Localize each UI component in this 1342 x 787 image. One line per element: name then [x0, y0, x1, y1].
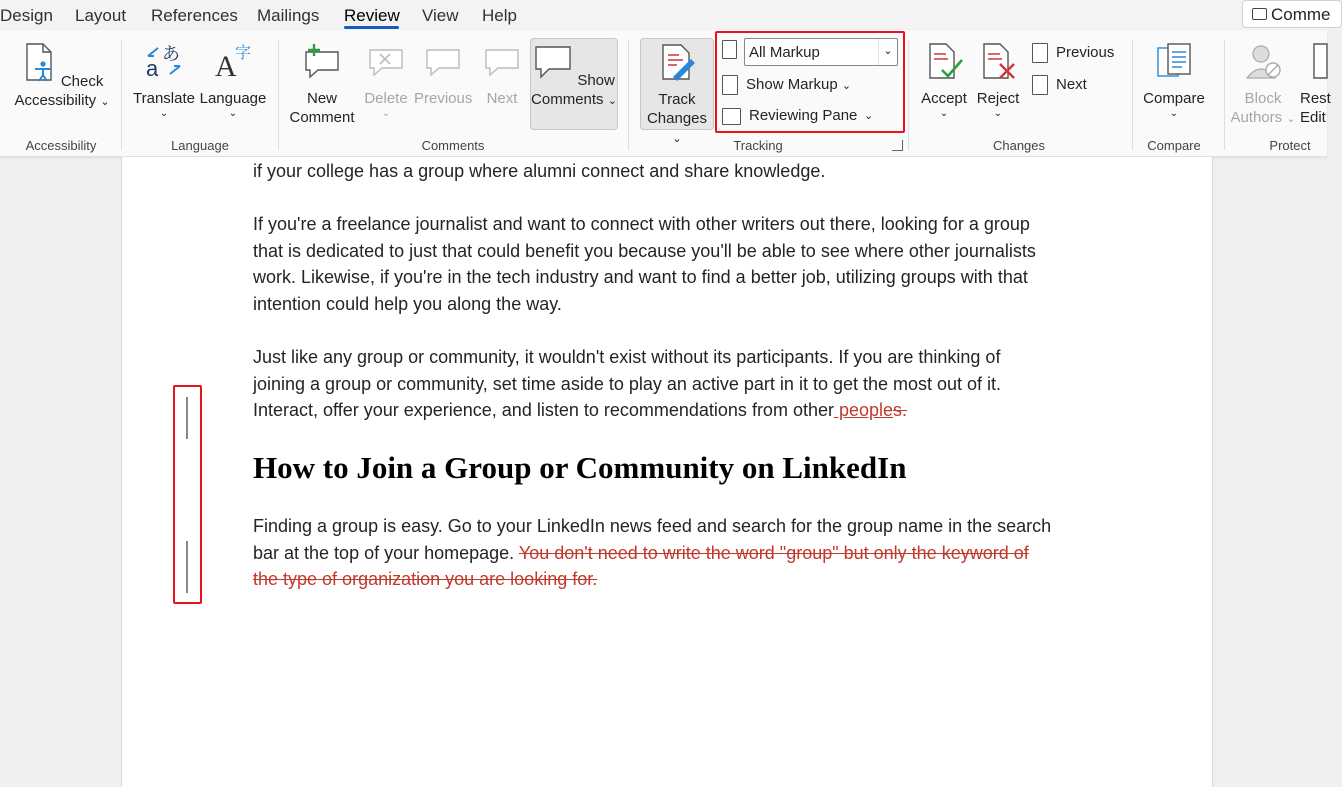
- reject-label: Reject: [976, 90, 1020, 107]
- next-change-label: Next: [1056, 75, 1087, 93]
- group-label-accessibility: Accessibility: [25, 138, 97, 153]
- translate-label: Translate: [133, 90, 195, 107]
- show-comments-line1: Show: [577, 72, 615, 89]
- active-tab-indicator: [344, 26, 399, 29]
- accessibility-icon: [21, 42, 57, 82]
- svg-text:字: 字: [235, 43, 252, 62]
- delete-comment-icon: [366, 42, 406, 80]
- tab-help[interactable]: Help: [482, 6, 517, 25]
- check-label-line2: Accessibility: [14, 92, 97, 109]
- deleted-text[interactable]: s.: [893, 400, 908, 421]
- next-comment-button[interactable]: [478, 42, 526, 108]
- chevron-down-icon[interactable]: ⌄: [878, 39, 897, 65]
- group-label-tracking: Tracking: [733, 138, 783, 153]
- group-label-comments: Comments: [421, 138, 485, 153]
- language-button[interactable]: [198, 42, 268, 120]
- text-line: Just like any group or community, it wouldn't exist without its participants. If you are thinking of: [253, 347, 1001, 367]
- highlight-box-change-bars: [173, 385, 202, 604]
- compare-label: Compare: [1143, 90, 1205, 107]
- show-comments-line2: Comments: [531, 91, 604, 108]
- accept-button[interactable]: [916, 42, 972, 120]
- group-label-language: Language: [171, 138, 229, 153]
- restrict-line2: Edit: [1300, 109, 1326, 126]
- section-heading: How to Join a Group or Community on LinkedIn: [253, 450, 907, 485]
- delete-label: Delete: [364, 90, 408, 107]
- svg-text:a: a: [146, 56, 159, 81]
- paragraph-freelance: [253, 211, 1083, 318]
- tab-mailings[interactable]: Mailings: [257, 6, 320, 25]
- chevron-down-icon: ⌄: [939, 108, 949, 119]
- reject-button[interactable]: [972, 42, 1024, 120]
- block-authors-button[interactable]: [1228, 42, 1298, 129]
- check-accessibility-button[interactable]: [8, 42, 116, 112]
- text-line: Finding a group is easy. Go to your LinkedIn news feed and search for the group name in the search: [253, 516, 1052, 536]
- translate-icon: [144, 42, 184, 80]
- next-change-icon: [1032, 75, 1048, 95]
- group-label-protect: Protect: [1269, 138, 1311, 153]
- next-comment-icon: [482, 42, 522, 80]
- check-label-line1: Check: [60, 73, 104, 90]
- text-line: intention could help you along the way.: [253, 294, 562, 315]
- group-label-changes: Changes: [992, 138, 1046, 153]
- text-line: that is dedicated to just that could benefit you because you'll be able to see where other journalists: [253, 240, 1036, 261]
- text-line: If you're a freelance journalist and want to connect with other writers out there, looking for a group: [253, 214, 1030, 234]
- show-comments-button[interactable]: [530, 38, 618, 130]
- track-changes-line2: Changes: [646, 110, 708, 127]
- previous-change-icon: [1032, 43, 1048, 63]
- track-changes-icon: [657, 43, 697, 81]
- show-markup-label: Show Markup: [746, 75, 838, 93]
- chevron-down-icon: ⌄: [607, 95, 617, 107]
- new-comment-icon: [302, 42, 342, 80]
- comment-icon: [1252, 8, 1267, 20]
- chevron-down-icon: ⌄: [864, 110, 874, 122]
- tab-references[interactable]: References: [151, 6, 238, 25]
- previous-comment-button[interactable]: [414, 42, 472, 108]
- restrict-editing-button[interactable]: [1300, 42, 1331, 127]
- highlight-box-tracking-options: [715, 31, 905, 133]
- paragraph-community: [253, 344, 1083, 424]
- accept-label: Accept: [921, 90, 967, 107]
- tab-layout[interactable]: Layout: [75, 6, 127, 25]
- new-comment-button[interactable]: [286, 42, 358, 127]
- text-line: [253, 566, 1083, 593]
- translate-button[interactable]: [132, 42, 196, 120]
- svg-text:あ: あ: [162, 44, 180, 65]
- inserted-text[interactable]: people: [833, 400, 894, 421]
- new-comment-line1: New: [306, 90, 337, 107]
- reviewing-pane-label: Reviewing Pane: [749, 107, 858, 124]
- text-line: joining a group or community, set time aside to play an active part in it to get the most out of it.: [253, 373, 1002, 394]
- group-label-compare: Compare: [1147, 138, 1201, 153]
- block-authors-icon: [1243, 42, 1283, 80]
- comments-button-label: Comme: [1271, 5, 1331, 24]
- text-line: [253, 540, 1083, 567]
- tab-design[interactable]: Design: [0, 6, 53, 25]
- tab-view[interactable]: View: [422, 6, 459, 25]
- show-comments-icon: [533, 43, 573, 81]
- previous-label: Previous: [414, 90, 473, 107]
- block-authors-line2: Authors: [1230, 109, 1283, 126]
- chevron-down-icon: ⌄: [159, 108, 169, 119]
- svg-text:A: A: [215, 50, 237, 83]
- tab-review[interactable]: Review: [344, 6, 400, 25]
- chevron-down-icon: ⌄: [672, 133, 682, 145]
- text-run: Interact, offer your experience, and listen to recommendations from other: [253, 400, 834, 421]
- group-divider: [908, 40, 909, 150]
- next-change-button[interactable]: [1032, 75, 1087, 95]
- previous-change-label: Previous: [1056, 43, 1115, 61]
- language-label: Language: [199, 90, 267, 107]
- paragraph-finding: [253, 513, 1083, 593]
- accept-icon: [924, 42, 964, 80]
- text-line: work. Likewise, if you're in the tech industry and want to find a better job, utilizing groups with that: [253, 267, 1028, 288]
- previous-change-button[interactable]: [1032, 43, 1114, 63]
- restrict-editing-icon: [1300, 42, 1327, 80]
- language-icon: [213, 42, 253, 83]
- previous-comment-icon: [423, 42, 463, 80]
- group-divider: [278, 40, 279, 150]
- deleted-text[interactable]: the type of organization you are looking for.: [253, 569, 598, 590]
- chevron-down-icon: ⌄: [100, 96, 110, 108]
- deleted-text[interactable]: You don't need to write the word "group" but only the keyword of: [518, 542, 1029, 563]
- chevron-down-icon: ⌄: [841, 79, 852, 92]
- chevron-down-icon: ⌄: [1286, 113, 1296, 125]
- tracking-options-launcher-icon[interactable]: [892, 140, 903, 151]
- text-line: [253, 397, 1083, 424]
- group-divider: [1224, 40, 1225, 150]
- group-divider: [628, 40, 629, 150]
- track-changes-line1: Track: [658, 91, 696, 108]
- chevron-down-icon: ⌄: [1169, 108, 1179, 119]
- compare-icon: [1154, 42, 1194, 80]
- track-changes-button[interactable]: [640, 38, 714, 145]
- text-run: bar at the top of your homepage.: [253, 542, 519, 563]
- chevron-down-icon: ⌄: [381, 108, 391, 119]
- ribbon-tab-bar: [0, 0, 1331, 30]
- block-authors-line1: Block: [1244, 90, 1282, 107]
- restrict-line1: Rest: [1300, 90, 1331, 107]
- markup-select-value: All Markup: [749, 44, 820, 61]
- new-comment-line2: Comment: [289, 109, 355, 126]
- group-divider: [1132, 40, 1133, 150]
- reject-icon: [978, 42, 1018, 80]
- comments-button[interactable]: [1242, 0, 1342, 28]
- chevron-down-icon: ⌄: [228, 108, 238, 119]
- group-divider: [121, 40, 122, 150]
- paragraph-alumni: if your college has a group where alumni connect and share knowledge.: [253, 161, 826, 181]
- compare-button[interactable]: [1140, 42, 1208, 120]
- chevron-down-icon: ⌄: [993, 108, 1003, 119]
- next-label: Next: [486, 90, 518, 107]
- delete-comment-button[interactable]: [360, 42, 412, 120]
